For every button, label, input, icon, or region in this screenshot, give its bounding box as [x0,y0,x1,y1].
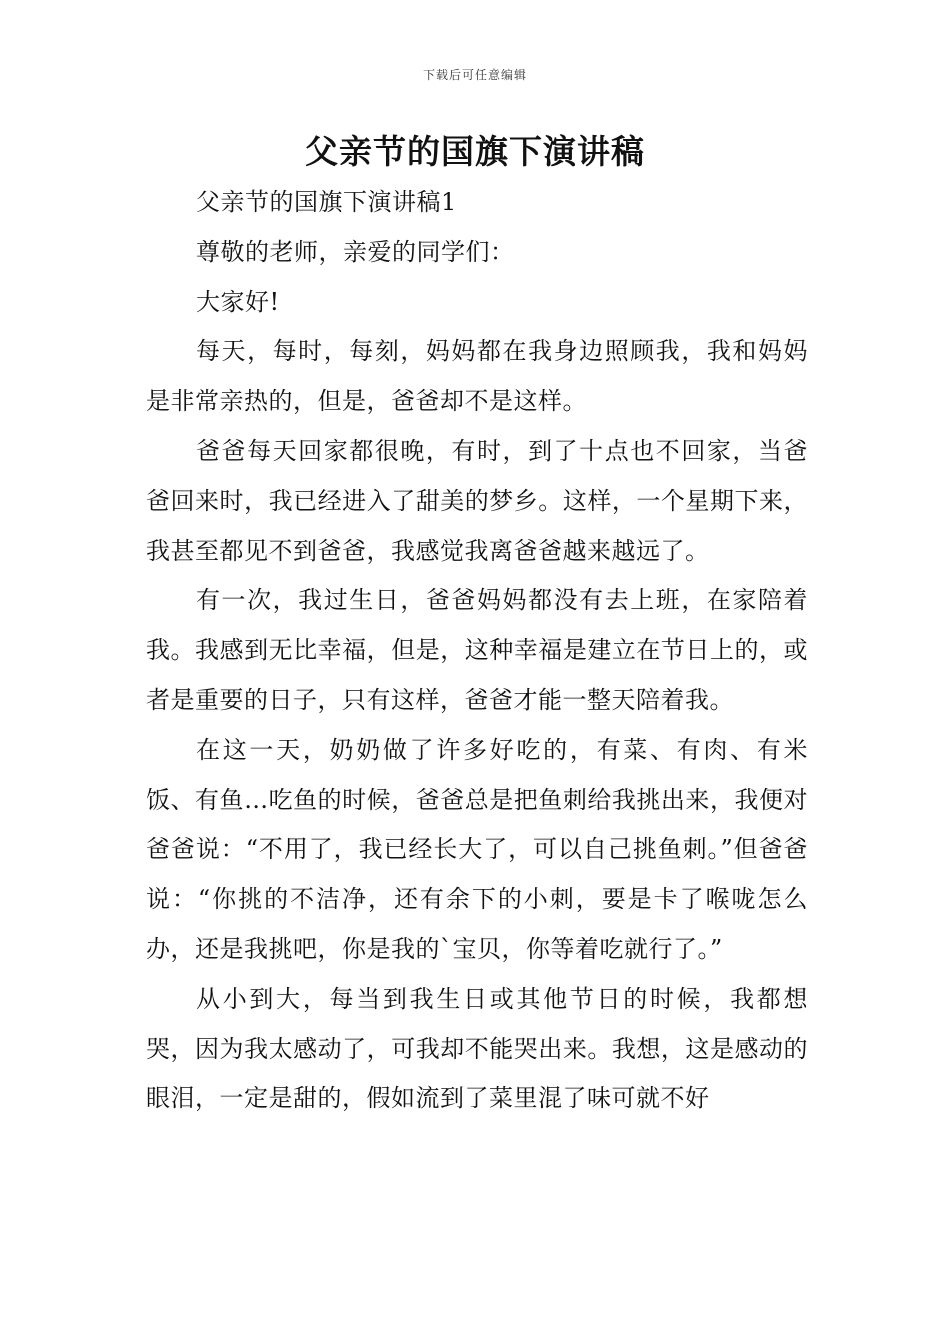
paragraph: 爸爸每天回家都很晚，有时，到了十点也不回家，当爸爸回来时，我已经进入了甜美的梦乡。这样，一个星期下来，我甚至都见不到爸爸，我感觉我离爸爸越来越远了。 [146,436,808,565]
paragraph-greeting: 大家好! [196,287,280,316]
paragraph: 每天，每时，每刻，妈妈都在我身边照顾我，我和妈妈是非常亲热的，但是，爸爸却不是这样。 [146,337,808,416]
document-title: 父亲节的国旗下演讲稿 [305,132,645,171]
paragraph-salutation: 尊敬的老师，亲爱的同学们： [196,237,515,266]
paragraph: 有一次，我过生日，爸爸妈妈都没有去上班，在家陪着我。我感到无比幸福，但是，这种幸福是建立在节日上的，或者是重要的日子，只有这样，爸爸才能一整天陪着我。 [146,586,808,714]
header-note: 下载后可任意编辑 [422,68,527,82]
document-body [146,178,808,1124]
paragraph-subtitle: 父亲节的国旗下演讲稿1 [196,188,457,216]
paragraph: 在这一天，奶奶做了许多好吃的，有菜、有肉、有米饭、有鱼…吃鱼的时候，爸爸总是把鱼刺给我挑出来，我便对爸爸说：“不用了，我已经长大了，可以自己挑鱼刺。”但爸爸说：“你挑的不洁净，还有余下的小刺，要是卡了喉咙怎么办，还是我挑吧，你是我的`宝贝，你等着吃就行了。” [146,735,808,963]
paragraph: 从小到大，每当到我生日或其他节日的时候，我都想哭，因为我太感动了，可我却不能哭出来。我想，这是感动的眼泪，一定是甜的，假如流到了菜里混了味可就不好 [146,984,808,1113]
